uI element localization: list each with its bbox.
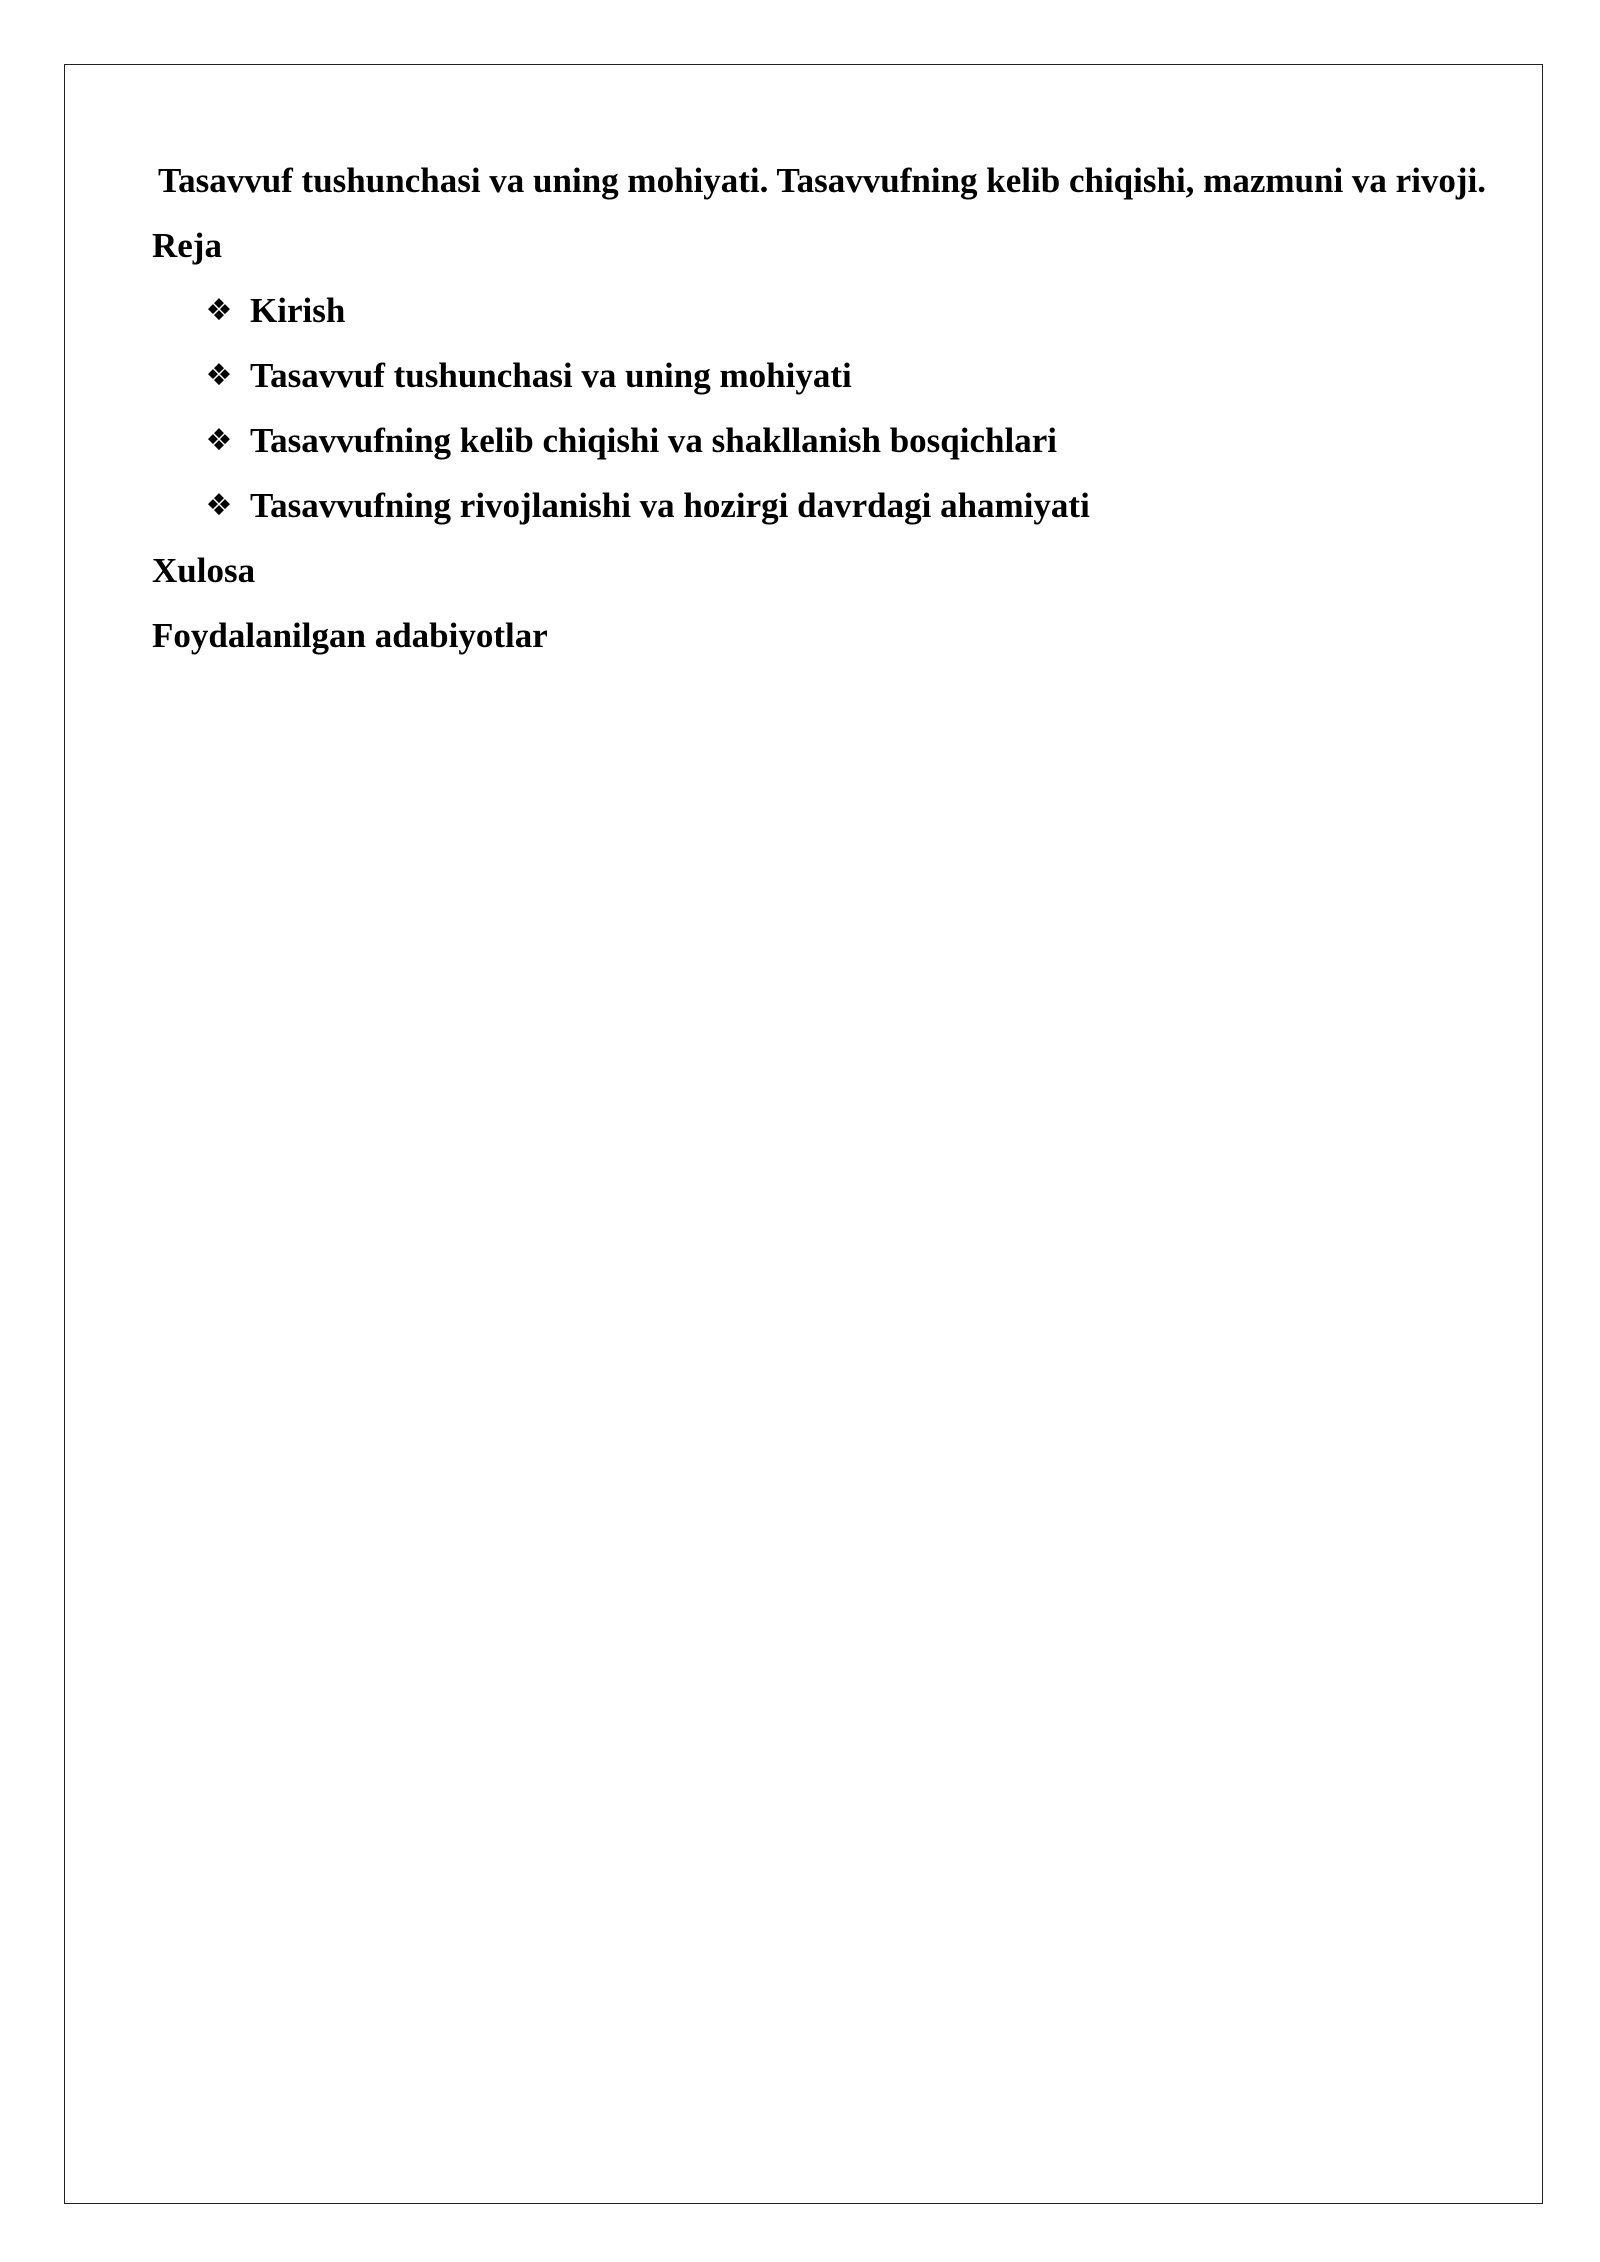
diamond-bullet-icon: ❖ — [205, 292, 233, 328]
plan-item-development — [152, 473, 1492, 538]
plan-item-label: Tasavvuf tushunchasi va uning mohiyati — [250, 356, 852, 395]
conclusion-heading: Xulosa — [152, 551, 256, 590]
diamond-bullet-icon: ❖ — [205, 487, 233, 523]
plan-item-label: Tasavvufning rivojlanishi va hozirgi davrdagi ahamiyati — [250, 486, 1090, 525]
document-title: Tasavvuf tushunchasi va uning mohiyati. Tasavvufning kelib chiqishi, mazmuni va rivoji. — [157, 161, 1487, 200]
plan-item-label: Tasavvufning kelib chiqishi va shakllanish bosqichlari — [250, 421, 1057, 460]
plan-item-label: Kirish — [250, 291, 346, 330]
plan-heading: Reja — [152, 226, 222, 265]
document-body — [152, 148, 1492, 668]
diamond-bullet-icon: ❖ — [205, 422, 233, 458]
plan-item-origin — [152, 408, 1492, 473]
diamond-bullet-icon: ❖ — [205, 357, 233, 393]
references-heading: Foydalanilgan adabiyotlar — [152, 616, 548, 655]
plan-list — [152, 278, 1492, 538]
plan-item-kirish — [152, 278, 1492, 343]
plan-item-concept — [152, 343, 1492, 408]
